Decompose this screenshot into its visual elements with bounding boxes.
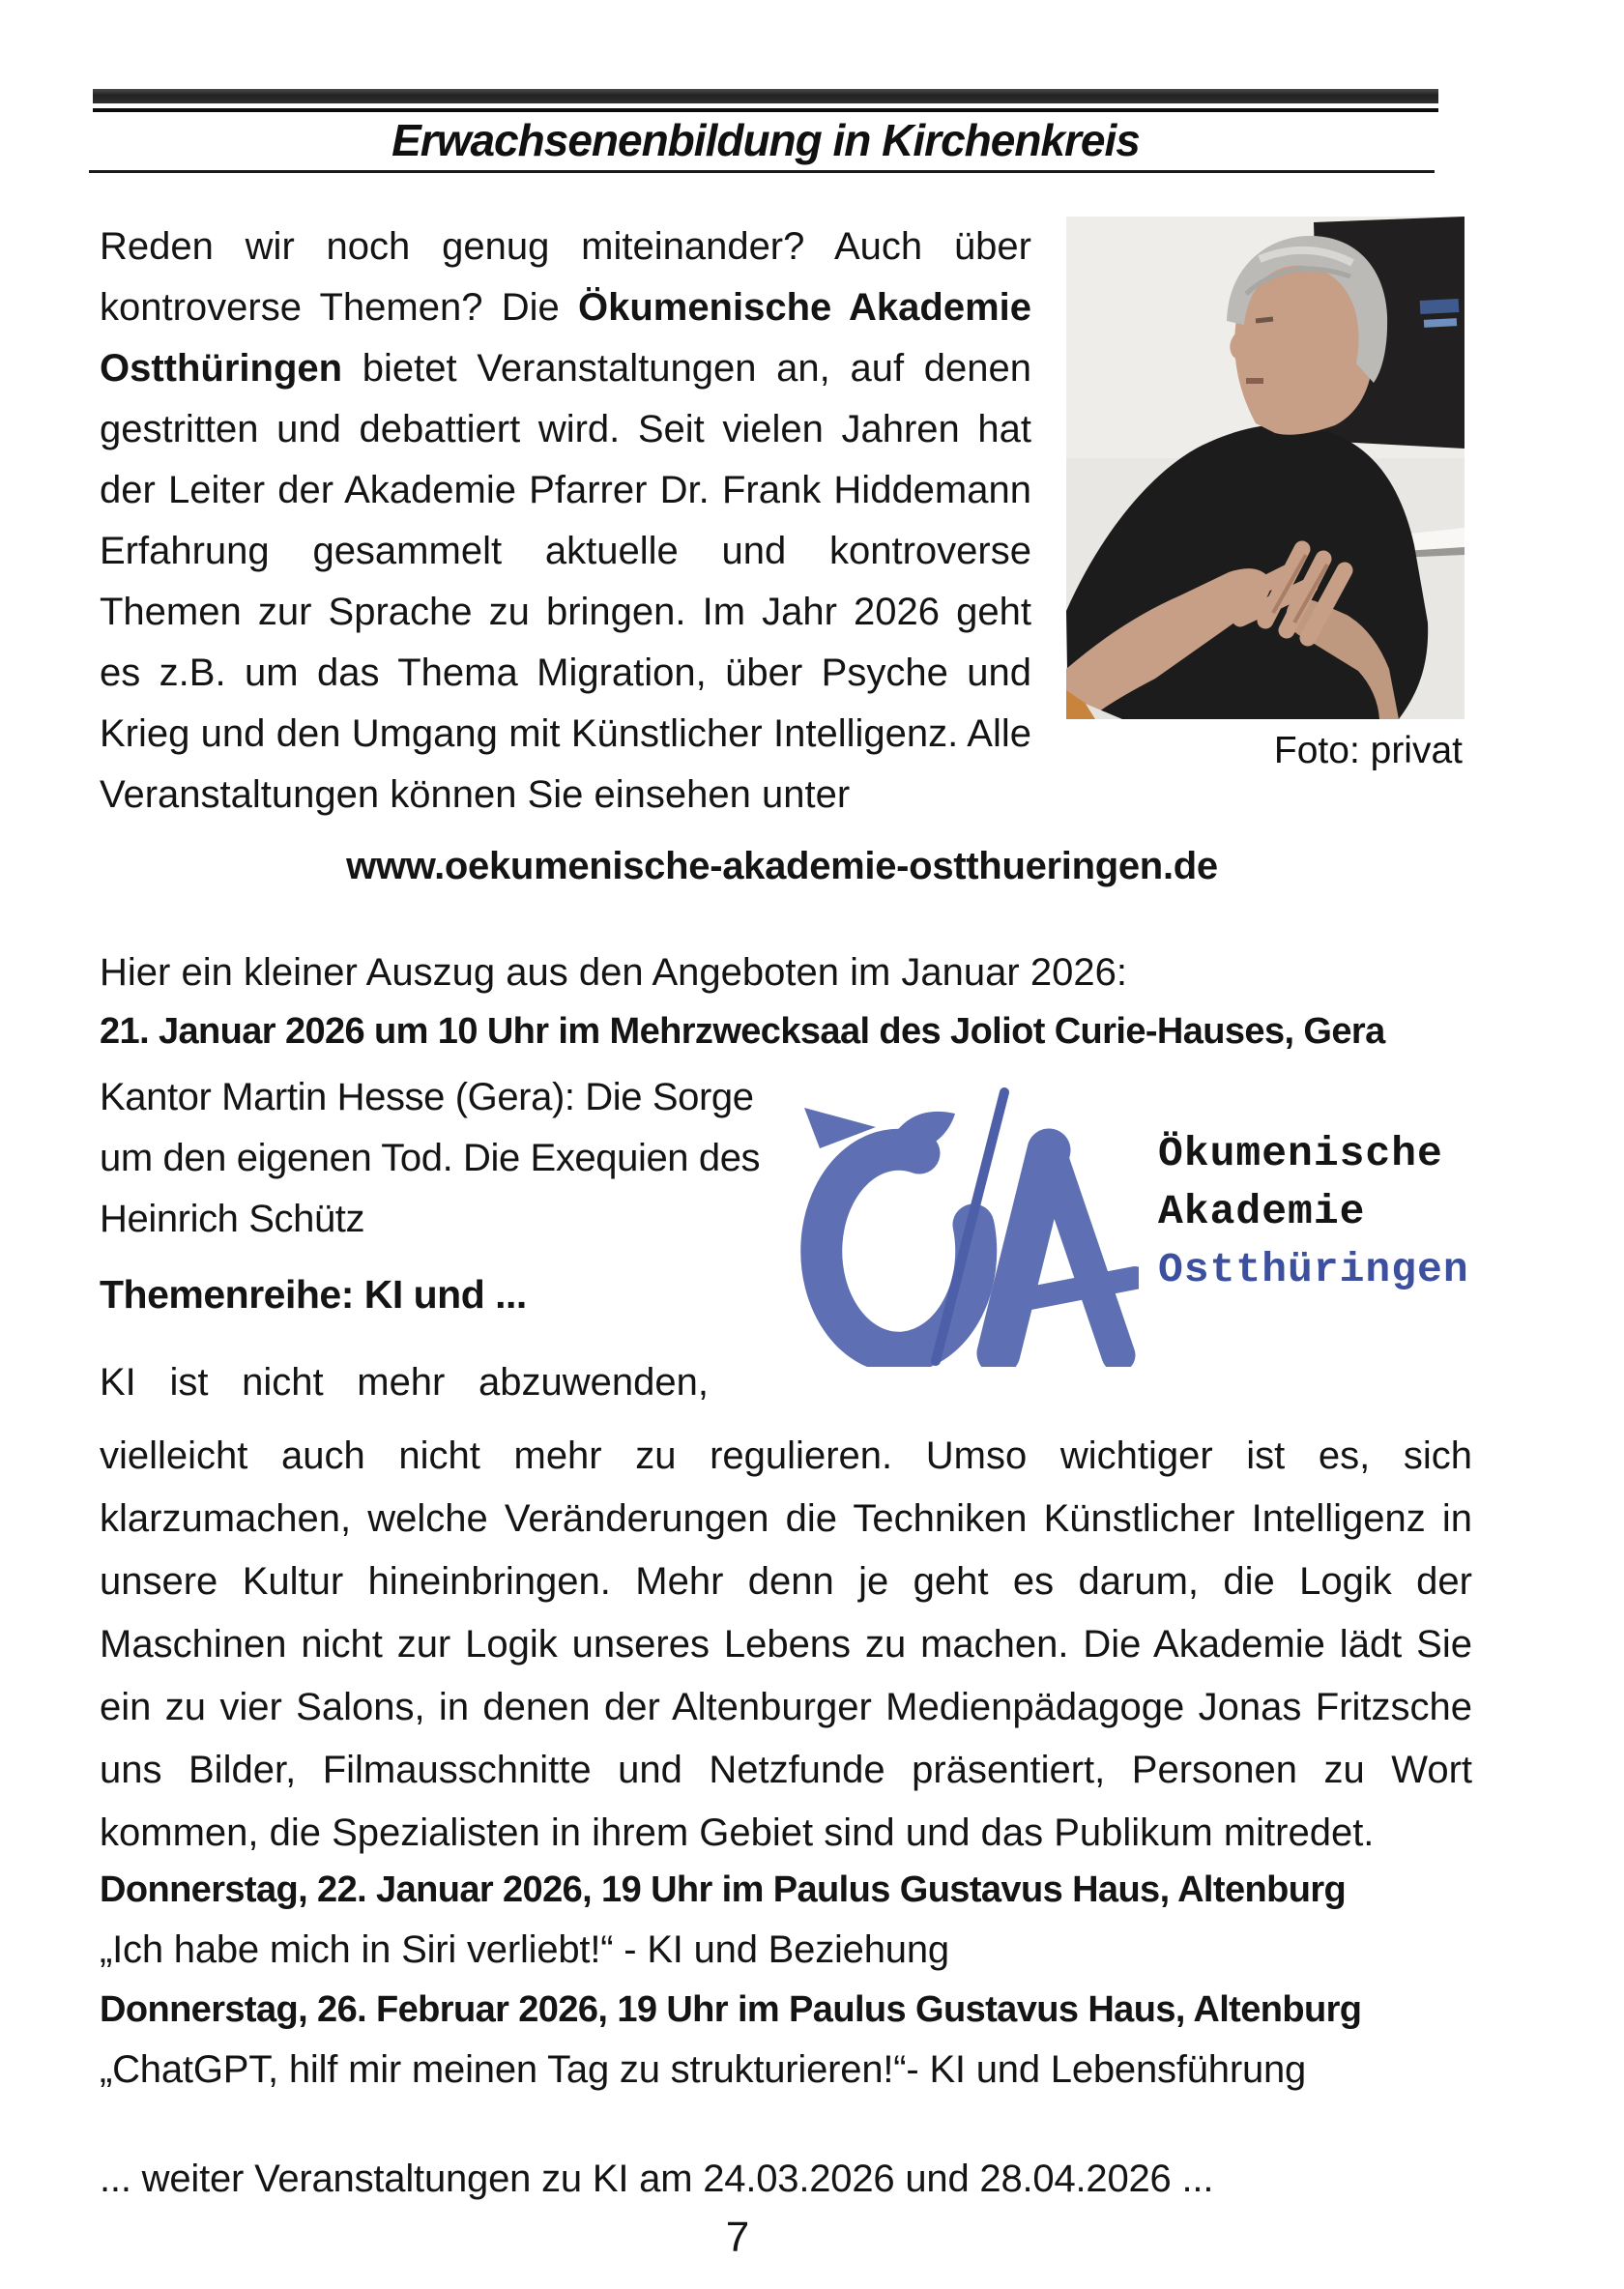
academy-logo-text (1158, 1125, 1469, 1299)
intro-text-start: Reden wir noch genug miteinander? Auch über kontroverse Themen? Die (100, 225, 1031, 329)
events-list (100, 1860, 1482, 2100)
series-paragraph-first-line: KI ist nicht mehr abzuwenden, (100, 1361, 709, 1404)
event-jan21-line3: Heinrich Schütz (100, 1198, 365, 1240)
header-divider-line (93, 108, 1438, 112)
more-events-note: ... weiter Veranstaltungen zu KI am 24.03.2026 und 28.04.2026 ... (100, 2158, 1214, 2200)
page-number: 7 (725, 2214, 750, 2261)
header-top-bar (93, 89, 1438, 103)
logo-word-ostthueringen: Ostthüringen (1158, 1246, 1469, 1293)
academy-logo-monogram (798, 1087, 1139, 1367)
header-bottom-rule (89, 170, 1435, 173)
website-url: www.oekumenische-akademie-ostthueringen.de (346, 845, 1218, 887)
series-heading: Themenreihe: KI und ... (100, 1272, 527, 1317)
intro-text-end: bietet Veranstaltungen an, auf denen gestritten und debattiert wird. Seit vielen Jahren hat der Leiter der Akademie Pfarrer Dr. Frank Hiddemann Erfahrung gesammelt aktuelle und kontroverse Themen zur Sprache zu bringen. Im Jahr 2026 geht es z.B. um das Thema Migration, über Psyche und Krieg und den Umgang mit Künstlicher Intelligenz. Alle Veranstaltungen können Sie einsehen unter (100, 347, 1031, 816)
event-title-jan22: Donnerstag, 22. Januar 2026, 19 Uhr im Paulus Gustavus Haus, Altenburg (100, 1869, 1347, 1910)
excerpt-intro-line: Hier ein kleiner Auszug aus den Angeboten im Januar 2026: (100, 951, 1127, 994)
photo-caption: Foto: privat (1273, 730, 1463, 771)
event-jan21-line2: um den eigenen Tod. Die Exequien des (100, 1137, 761, 1179)
academy-logo (798, 1087, 1481, 1376)
photo-frank-hiddemann (1066, 217, 1464, 719)
series-paragraph: vielleicht auch nicht mehr zu regulieren. Umso wichtiger ist es, sich klarzumachen, welche Veränderungen die Techniken Künstlicher Intelligenz in unsere Kultur hineinbringen. Mehr denn je geht es darum, die Logik der Maschinen nicht zur Logik unseres Lebens zu machen. Die Akademie lädt Sie ein zu vier Salons, in denen der Altenburger Medienpädagoge Jonas Fritzsche uns Bilder, Filmausschnitte und Netzfunde präsentiert, Personen zu Wort kommen, die Spezialisten in ihrem Gebiet sind und das Publikum mitredet. (100, 1434, 1472, 1854)
photo-figure (1066, 217, 1464, 773)
logo-word-oekumenische: Ökumenische (1158, 1130, 1443, 1177)
page-title: Erwachsenenbildung in Kirchenkreis (392, 115, 1140, 165)
intro-org-name: Ökumenische Akademie Ostthüringen (100, 286, 1032, 390)
event-jan21-description (100, 1067, 815, 1250)
event-title-jan21: 21. Januar 2026 um 10 Uhr im Mehrzwecksaal des Joliot Curie-Hauses, Gera (100, 1011, 1385, 1052)
event-subtitle-feb26: „ChatGPT, hilf mir meinen Tag zu strukturieren!“- KI und Lebensführung (100, 2048, 1307, 2091)
logo-word-akademie: Akademie (1158, 1188, 1366, 1235)
intro-paragraph (100, 217, 1464, 826)
event-title-feb26: Donnerstag, 26. Februar 2026, 19 Uhr im Paulus Gustavus Haus, Altenburg (100, 1989, 1362, 2030)
event-subtitle-jan22: „Ich habe mich in Siri verliebt!“ - KI und Beziehung (100, 1928, 949, 1971)
event-jan21-line1: Kantor Martin Hesse (Gera): Die Sorge (100, 1076, 754, 1118)
